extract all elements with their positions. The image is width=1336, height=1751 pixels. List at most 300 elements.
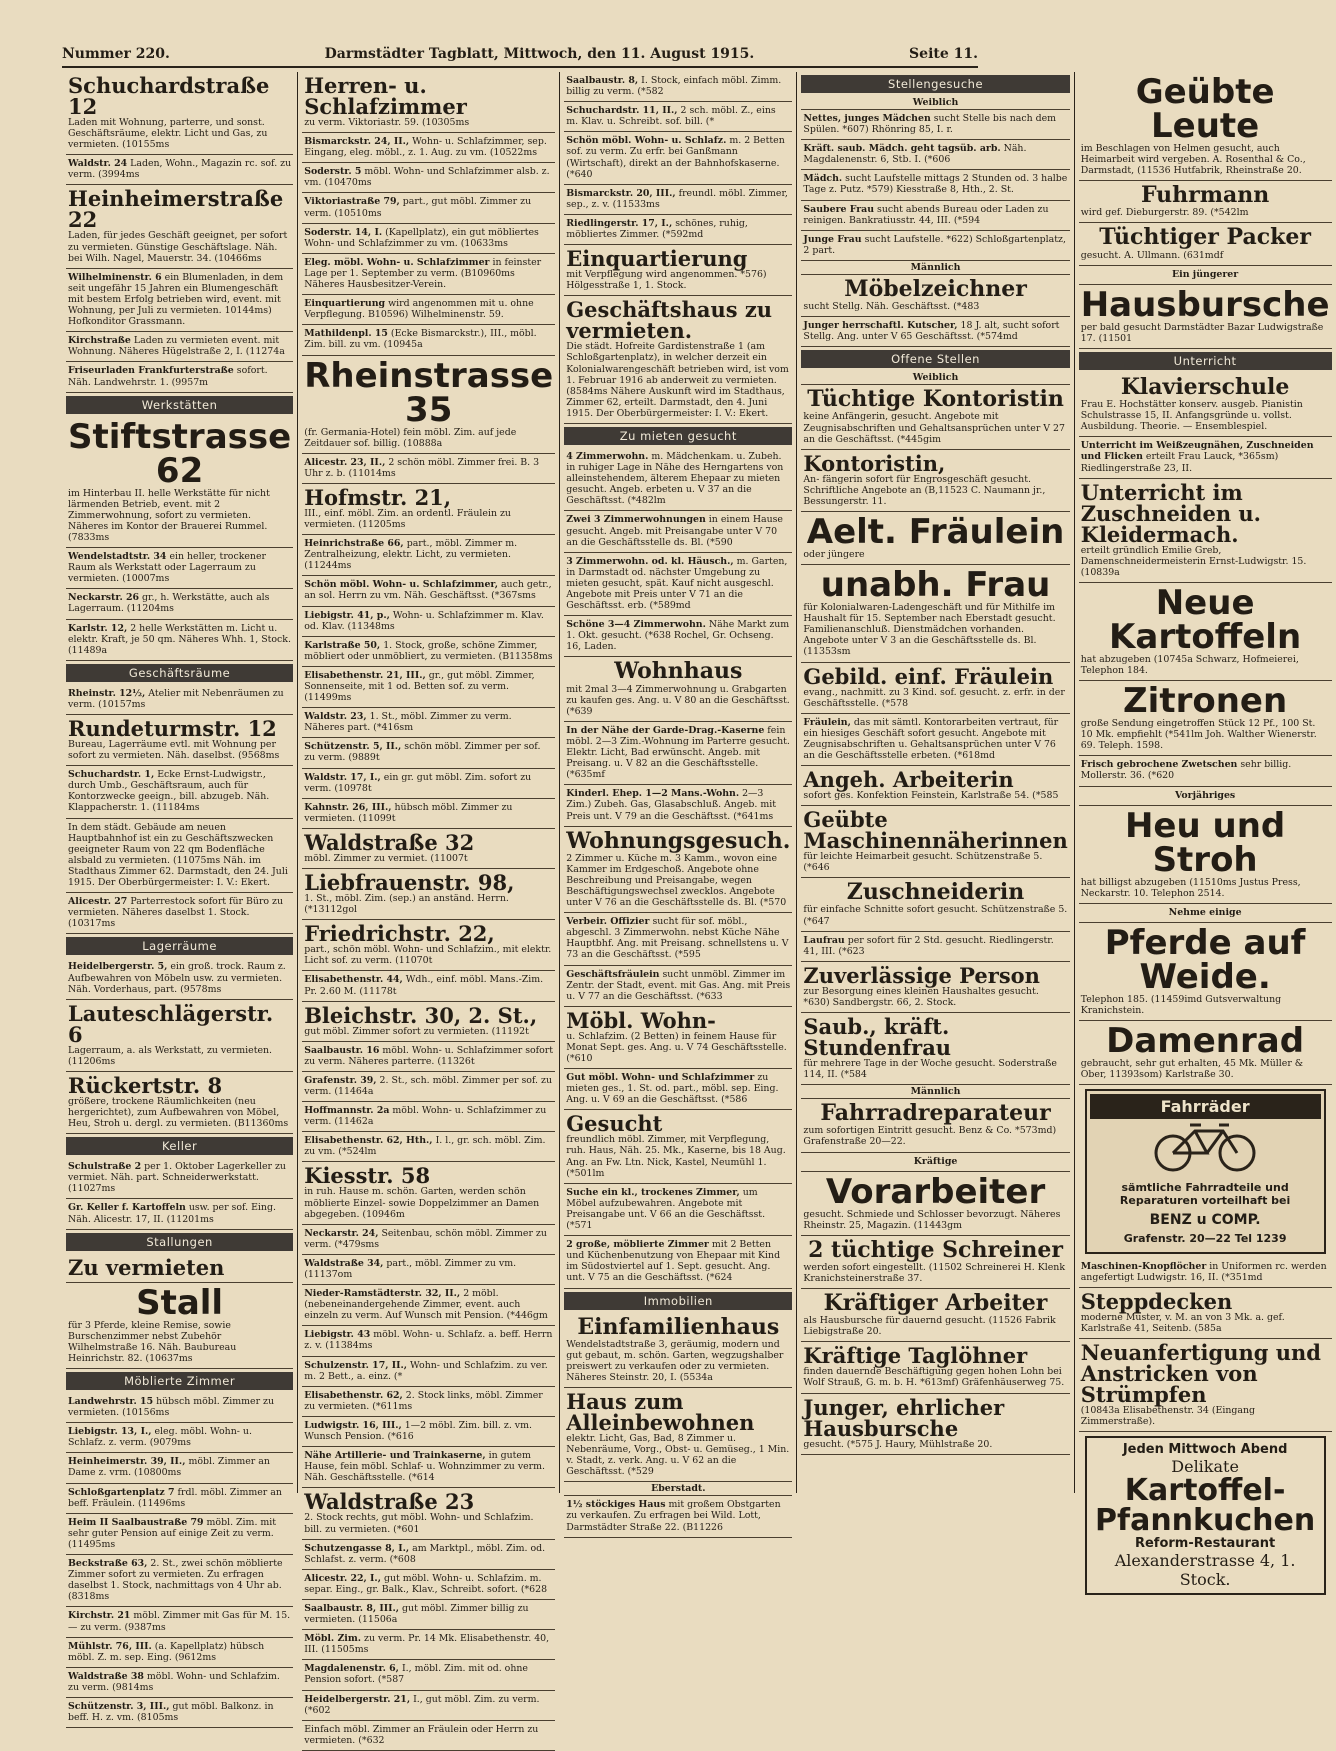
ad-title: Laufrau <box>803 934 845 946</box>
classified-ad <box>66 1698 293 1728</box>
ad-text: Wdh., einf. möbl. Mans.-Zim. Pr. 2.60 M. (11178t <box>304 974 544 997</box>
classified-ad <box>801 1342 1069 1393</box>
classified-ad <box>66 620 293 661</box>
ad-text: gr., gut möbl. Zimmer, Sonnenseite, mit 1 od. Betten sof. zu verm. (11499ms <box>304 669 535 704</box>
ad-title: Stall <box>136 1282 224 1323</box>
classified-ad <box>564 785 792 826</box>
header-rule <box>62 66 978 68</box>
ad-title: Waldstraße 32 <box>304 829 475 855</box>
ad-title: Frisch gebrochene Zwetschen <box>1080 759 1238 771</box>
ad-title: Damenrad <box>1106 1021 1305 1062</box>
ad-text: 2 Zimmer u. Küche m. 3 Kamm., wovon eine Kammer im Erdgeschoß. Angebote ohne Beschreibung und Preisangabe, wegen Beschäftigungswechsel zwecklos. Angebote unter V 76 an die Geschäftsstelle ds. Bl. (*570 <box>566 852 787 909</box>
classified-ad <box>564 245 792 296</box>
section-heading: Immobilien <box>564 1292 792 1310</box>
ad-title: Lauteschlägerstr. 6 <box>68 1000 274 1047</box>
classified-ad <box>564 511 792 552</box>
ad-title: Nähe Artillerie- und Trainkaserne, <box>304 1450 486 1462</box>
ad-text: wird angenommen mit u. ohne Verpflegung. B10596) Wilhelminenstr. 59. <box>304 298 534 321</box>
ad-text: Einfach möbl. Zimmer an Fräulein oder Herrn zu vermieten. (*632 <box>304 1723 539 1746</box>
classified-ad <box>302 1488 555 1539</box>
section-heading: Werkstätten <box>66 396 293 414</box>
ad-title: Heidelbergerstr. 21, <box>304 1693 411 1705</box>
ad-text: u. Schlafzim. (2 Betten) in feinem Hause für Monat Sept. ges. Ang. u. V 74 Geschäftsstelle. (*610 <box>566 1030 787 1064</box>
ad-text: 2. St., sch. möbl. Zimmer per sof. zu verm. (11464a <box>304 1074 552 1097</box>
ad-text: Bureau, Lagerräume evtl. mit Wohnung per sofort zu vermieten. Näh. daselbst. (9568ms <box>68 739 280 762</box>
ad-title: Saalbaustr. 8, <box>566 75 639 86</box>
ad-title: Waldstr. 17, I., <box>304 771 381 783</box>
ad-title: Möbl. Zim. <box>304 1633 362 1645</box>
ad-text: Frau E. Hochstätter konserv. ausgeb. Pianistin Schulstrasse 15, II. Anfangsgründe u. vollst. Ausbildung. Theorie. — Ensemblespiel. <box>1080 399 1303 433</box>
classified-ad <box>302 1417 555 1447</box>
ad-text: gut möbl. Zimmer billig zu vermieten. (11506a <box>304 1602 529 1626</box>
ad-title: Karlstraße 50, <box>304 639 381 651</box>
ad-title: Zwei 3 Zimmerwohnungen <box>566 514 706 526</box>
ad-title: Elisabethenstr. 44, <box>304 974 403 986</box>
column-3 <box>560 72 797 1533</box>
classified-ad <box>564 1007 792 1069</box>
ad-text: in ruh. Hause m. schön. Garten, werden schön möblierte Einzel- sowie Doppelzimmer an Damen abgegeben. (10946m <box>304 1186 540 1220</box>
ad-title: Mädch. <box>803 173 843 185</box>
ad-title: Alicestr. 27 <box>68 896 128 908</box>
ad-title: Zitronen <box>1123 681 1288 722</box>
ad-text: Wendelstadtstraße 3, geräumig, modern und gut gebaut, m. schön. Garten, wegzugshalber preiswert zu verkaufen oder zu vermieten. Näheres Steinstr. 20, I. (5534a <box>566 1338 784 1383</box>
classified-ad <box>1079 583 1332 681</box>
ad-title: 1½ stöckiges Haus <box>566 1499 666 1511</box>
ad-title: Kirchstr. 21 <box>68 1610 131 1622</box>
ad-title: Friedrichstr. 22, <box>304 921 495 947</box>
ad-title: Mühlstr. 76, III. <box>68 1640 152 1652</box>
ad-text: 2 schön möbl. Zimmer frei. B. 3 Uhr z. b. (11014ms <box>304 456 540 479</box>
ad-title: Geübte Leute <box>1135 72 1275 146</box>
ad-text: oder jüngere <box>803 548 865 560</box>
ad-title: Saubere Frau <box>803 203 875 215</box>
ad-title: In der Nähe der Garde-Drag.-Kaserne <box>566 724 765 736</box>
ad-title: Vorjähriges <box>1175 789 1236 801</box>
column-2 <box>298 72 560 1746</box>
classified-ad <box>564 215 792 245</box>
classified-ad <box>564 1184 792 1236</box>
ad-title: Kinderl. Ehep. 1—2 Mans.-Wohn. <box>566 788 740 800</box>
classified-ad <box>302 738 555 768</box>
classified-ad <box>801 1099 1069 1152</box>
ad-text: möbl. Wohn- u. Schlafz. a. beff. Herrn z. v. (11384ms <box>304 1329 553 1352</box>
ad-title: Elisabethenstr. 21, III., <box>304 669 426 681</box>
subsection-heading: Eberstadt. <box>564 1482 792 1496</box>
ad-title: Saalbaustr. 16 <box>304 1044 380 1056</box>
ad-text: mit 2mal 3—4 Zimmerwohnung u. Grabgarten zu kaufen ges. Ang. u. V 80 an die Geschäftsst. (*639 <box>566 683 790 717</box>
ad-title: Grafenstr. 39, <box>304 1074 377 1086</box>
restaurant-ad-name: Reform-Restaurant <box>1134 1536 1276 1552</box>
ad-title: Heim II Saalbaustraße 79 <box>68 1516 204 1528</box>
classified-ad <box>564 1069 792 1110</box>
classified-ad <box>801 140 1069 170</box>
ad-text: als Hausbursche für dauernd gesucht. (11526 Fabrik Liebigstraße 20. <box>803 1315 1056 1338</box>
section-heading: Geschäftsräume <box>66 664 293 682</box>
ad-title: Fräulein, <box>803 716 851 728</box>
classified-ad <box>302 667 555 708</box>
ad-title: Heinheimerstraße 22 <box>68 186 284 233</box>
ad-title: Schützenstr. 5, II., <box>304 741 402 753</box>
classified-ad <box>302 869 555 920</box>
ad-title: Kahnstr. 26, III., <box>304 801 392 813</box>
classified-ad <box>66 1423 293 1453</box>
ad-title: Junger herrschaftl. Kutscher, <box>803 320 958 332</box>
classified-ad <box>302 708 555 738</box>
ad-title: Riedlingerstr. 17, I., <box>566 217 673 229</box>
ad-text: Laden, Wohn., Magazin rc. sof. zu verm. (3994ms <box>68 158 292 181</box>
ad-title: Wohnhaus <box>614 658 743 685</box>
ad-title: Unterricht im Weißzeugnähen, Zuschneiden und Flicken <box>1080 440 1314 463</box>
ad-title: Alicestr. 23, II., <box>304 456 386 468</box>
classified-ad <box>302 769 555 799</box>
section-heading: Stellengesuche <box>801 75 1069 93</box>
ad-title: Einquartierung <box>566 246 748 272</box>
classified-ad <box>801 512 1069 565</box>
section-heading: Offene Stellen <box>801 350 1069 368</box>
ad-title: Zu vermieten <box>68 1254 225 1280</box>
restaurant-ad-mid: Delikate <box>1171 1457 1239 1477</box>
ad-title: Kräftiger Arbeiter <box>823 1290 1048 1317</box>
ad-title: Schulstraße 2 <box>68 1161 142 1173</box>
ad-text: part., schön möbl. Wohn- und Schlafzim., mit elektr. Licht sof. zu verm. (11070t <box>304 944 552 967</box>
ad-text: in gutem Hause, fein möbl. Schlaf- u. Wohnzimmer zu verm. Näh. Geschäftsstelle. (*614 <box>304 1450 546 1484</box>
classified-ad <box>302 1691 555 1721</box>
ad-text: finden dauernde Beschäftigung gegen hohen Lohn bei Wolf Strauß, G. m. b. H. *613mf) Gräfenhäuserweg 75. <box>803 1366 1065 1389</box>
ad-title: Gut möbl. Wohn- und Schlafzimmer <box>566 1072 755 1084</box>
section-heading: Möblierte Zimmer <box>66 1372 293 1390</box>
ad-title: Zuschneiderin <box>846 879 1025 906</box>
masthead: Darmstädter Tagblatt, Mittwoch, den 11. August 1915. <box>324 46 755 62</box>
ad-text: gr., h. Werkstätte, auch als Lagerraum. (11204ms <box>68 592 270 615</box>
ad-text: per 1. Oktober Lagerkeller zu vermiet. Näh. part. Schneiderwerkstatt. (11027ms <box>68 1161 286 1195</box>
restaurant-ad-address: Alexanderstrasse 4, 1. Stock. <box>1114 1551 1296 1590</box>
classified-ad <box>564 657 792 721</box>
ad-text: gut möbl. Wohn- u. Schlafzim. m. separ. Eing., gr. Balk., Klav., Schreibt. sofort. (*628 <box>304 1572 548 1595</box>
bicycle-icon <box>1090 1119 1321 1177</box>
ad-text: Wohn- u. Schlafzimmer m. Klav. od. Klav. (11348ms <box>304 609 544 632</box>
subsection-heading: Weiblich <box>801 96 1069 110</box>
section-heading: Unterricht <box>1079 352 1332 370</box>
classified-ad <box>801 962 1069 1013</box>
ad-title: Kontoristin, <box>803 450 946 476</box>
ad-text: für einfache Schnitte sofort gesucht. Schützenstraße 5. (*647 <box>803 904 1068 927</box>
section-heading: Keller <box>66 1137 293 1155</box>
ad-text: möbl. Zimmer mit Gas für M. 15.— zu verm. (9387ms <box>68 1610 291 1633</box>
ad-text: sucht unmöbl. Zimmer im Zentr. der Stadt, event. mit Gas. Ang. mit Preis u. V 77 an die Geschäftsst. (*633 <box>566 968 791 1002</box>
ad-text: 1. St., möbl. Zim. (sep.) an anständ. Herrn. (*13112gol <box>304 893 509 916</box>
ad-text: 2 helle Werkstätten m. Licht u. elektr. Kraft, je 50 qm. Näheres Whh. 1, Stock. (11489a <box>68 622 291 656</box>
ad-text: sucht Laufstelle. *622) Schloßgartenplatz, 2 part. <box>803 233 1066 256</box>
ad-title: Alicestr. 22, I., <box>304 1572 381 1584</box>
classified-ad <box>66 715 293 766</box>
ad-text: hübsch möbl. Zimmer zu vermieten. (11099t <box>304 801 513 824</box>
classified-ad <box>801 1153 1069 1172</box>
ad-title: 3 Zimmerwohn. od. kl. Häusch., <box>566 555 734 567</box>
classified-ad <box>66 1668 293 1698</box>
ad-text: 2—3 Zim.) Zubeh. Gas, Glasabschluß. Angeb. mit Preis unt. V 79 an die Geschäftsst. (*641ms <box>566 788 777 822</box>
classified-ad <box>66 766 293 818</box>
classified-ad <box>302 1102 555 1132</box>
ad-title: Zuverlässige Person <box>803 962 1040 988</box>
ad-title: Stiftstrasse 62 <box>68 416 292 491</box>
ad-text: Wohn- und Schlafzim. zu ver. m. 2 Bett., a. einz. (* <box>304 1359 548 1382</box>
ad-text: Laden mit Wohnung, parterre, und sonst. Geschäftsräume, elektr. Licht und Gas, zu vermieten. (10155ms <box>68 117 268 151</box>
classified-ad <box>801 317 1069 347</box>
section-heading: Stallungen <box>66 1233 293 1251</box>
ad-text: im Beschlagen von Helmen gesucht, auch Heimarbeit wird vergeben. A. Rosenthal & Co., Darmstadt, (11536 Hutfabrik, Rheinstraße 20. <box>1080 143 1306 177</box>
ad-text: elektr. Licht, Gas, Bad, 8 Zimmer u. Nebenräume, Vorg., Obst- u. Gemüseg., 1 Min. v. Stadt, z. verk. Ang. u. V 62 an die Geschäftsst. (*529 <box>566 1432 790 1478</box>
classified-ad <box>1079 756 1332 786</box>
classified-ad <box>66 185 293 268</box>
ad-text: Ecke Ernst-Ludwigstr., durch Umb., Geschäftsraum, auch für Kontorzwecke geeign., bill. abzugeb. Näh. Klappacherstr. 1. (11184ms <box>68 769 270 814</box>
ad-title: Kräft. saub. Mädch. geht tagsüb. arb. <box>803 143 1001 155</box>
classified-ad <box>801 1394 1069 1455</box>
ad-text: schönes, ruhig, möbliertes Zimmer. (*592md <box>566 217 748 241</box>
ad-title: Wendelstadtstr. 34 <box>68 551 167 563</box>
ad-text: 1—2 möbl. Zim. bill. z. vm. Wunsch Pension. (*616 <box>304 1419 532 1443</box>
ad-text: möbl. Wohn- und Schlafzim. zu verm. (9814ms <box>68 1670 280 1693</box>
classified-ad <box>302 193 555 223</box>
ad-title: Schuchardstraße 12 <box>68 73 270 119</box>
classified-ad <box>66 1072 293 1134</box>
ad-title: Klavierschule <box>1120 373 1290 400</box>
ad-title: Geschäftsfräulein <box>566 968 660 980</box>
classified-ad <box>302 1721 555 1751</box>
ad-title: Schöne 3—4 Zimmerwohn. <box>566 619 706 631</box>
ad-title: Verbeir. Offizier <box>566 916 650 928</box>
classified-ad <box>1079 223 1332 265</box>
bicycle-ad-title: Fahrräder <box>1090 1094 1321 1119</box>
classified-ad <box>302 576 555 606</box>
ad-text: möbl. Wohn- und Schlafzimmer alsb. z. vm. (10470ms <box>304 166 550 189</box>
ad-text: gut möbl. Zimmer sofort zu vermieten. (11192t <box>304 1025 529 1037</box>
ad-text: hat billigst abzugeben (11510ms Justus Press, Neckarstr. 10. Telephon 2514. <box>1080 876 1301 899</box>
ad-title: Fuhrmann <box>1140 182 1270 209</box>
ad-title: Gr. Keller f. Kartoffeln <box>68 1202 186 1214</box>
ad-title: Einquartierung <box>304 298 386 310</box>
ad-text: freundl. möbl. Zimmer, sep., z. v. (11533ms <box>566 187 788 210</box>
ad-text: Lagerraum, a. als Werkstatt, zu vermieten. (11206ms <box>68 1044 273 1067</box>
ad-title: Eleg. möbl. Wohn- u. Schlafzimmer <box>304 256 490 268</box>
classified-ad <box>1079 181 1332 223</box>
ad-title: Waldstraße 23 <box>304 1489 475 1515</box>
classified-ad <box>564 296 792 424</box>
classified-ad <box>302 1600 555 1630</box>
ad-text: mit großem Obstgarten zu verkaufen. Zu erfragen bei Wild. Lott, Darmstädter Straße 22. (B11226 <box>566 1499 781 1533</box>
ad-title: Hofmstr. 21, <box>304 484 452 510</box>
ad-text: 2 möbl. (nebeneinandergehende Zimmer, event. auch einzeln zu verm. Auf Wunsch mit Pension. (*446gm <box>304 1288 548 1322</box>
ad-text: um Möbel aufzubewahren. Angebote mit Preisangabe unt. V 66 an die Geschäftsst. (*571 <box>566 1186 766 1232</box>
ad-text: I., möbl. Zim. mit od. ohne Pension sofort. (*587 <box>304 1663 528 1686</box>
classified-ad <box>564 553 792 616</box>
ad-text: ein Blumenladen, in dem seit ungefähr 15 Jahren ein Blumengeschäft mit bestem Erfolg betrieben wird, event. mit Wohnung, per Juli zu vermieten. 10144ms) Hofkonditor Grassmann. <box>68 271 284 328</box>
ad-title: Heidelbergerstr. 5, <box>68 961 168 973</box>
ad-text: (10843a Elisabethenstr. 34 (Eingang Zimmerstraße). <box>1080 1405 1255 1428</box>
ad-text: ein groß. trock. Raum z. Aufbewahren von Möbeln usw. zu vermieten. Näh. Vorderhaus, part. (9578ms <box>68 961 286 995</box>
ad-text: wird gef. Dieburgerstr. 89. (*542lm <box>1080 207 1249 219</box>
ad-title: Unterricht im Zuschneiden u. Kleidermach. <box>1080 479 1261 547</box>
ad-title: Saalbaustr. 8, III., <box>304 1602 400 1614</box>
ad-text: sucht für sof. möbl., abgeschl. 3 Zimmerwohn. nebst Küche Nähe Hauptbhf. Ang. mit Preisang. schnellstens u. V 73 an die Geschäftsst. (*595 <box>566 916 789 961</box>
ad-title: Soderstr. 14, I. <box>304 226 383 238</box>
bicycle-ad-company: BENZ u COMP. <box>1149 1211 1261 1228</box>
ad-title: Waldstr. 23, <box>304 711 367 723</box>
ad-text: Atelier mit Nebenräumen zu verm. (10157ms <box>68 687 284 710</box>
ad-title: Liebigstr. 41, p., <box>304 609 390 621</box>
classified-ad <box>66 1254 293 1283</box>
ad-title: Vorarbeiter <box>825 1171 1046 1212</box>
ad-title: Karlstr. 12, <box>68 622 128 634</box>
ad-title: Neckarstr. 24, <box>304 1227 379 1239</box>
ad-columns <box>62 72 1330 1746</box>
classified-ad <box>66 1199 293 1229</box>
column-4 <box>797 72 1074 1493</box>
ad-title: Schön möbl. Wohn- u. Schlafz. <box>566 135 727 147</box>
section-heading: Zu mieten gesucht <box>564 427 792 445</box>
classified-ad <box>564 1236 792 1288</box>
ad-title: 2 tüchtige Schreiner <box>808 1236 1063 1263</box>
ad-title: Geschäftshaus zu vermieten. <box>566 297 773 344</box>
classified-ad <box>66 155 293 185</box>
ad-text: 2. Stock rechts, gut möbl. Wohn- und Schlafzim. bill. zu vermieten. (*601 <box>304 1512 534 1535</box>
ad-text: zur Besorgung eines kleinen Haushaltes gesucht. *630) Sandbergstr. 66, 2. Stock. <box>803 985 1039 1008</box>
ad-text: (Ecke Bismarckstr.), III., möbl. Zim. bill. zu vm. (10945a <box>304 328 537 351</box>
ad-title: Kräftige Taglöhner <box>803 1343 1028 1369</box>
ad-title: Schuchardstr. 11, II., <box>566 105 678 117</box>
classified-ad <box>1079 266 1332 285</box>
ad-text: Wohn- u. Schlafzimmer, sep. Eingang, eleg. möbl., z. 1. Aug. zu vm. (10522ms <box>304 136 547 159</box>
classified-ad <box>302 637 555 667</box>
classified-ad <box>1079 72 1332 181</box>
ad-title: Haus zum Alleinbewohnen <box>566 1388 755 1435</box>
classified-ad <box>66 269 293 332</box>
ad-text: Näh. Magdalenenstr. 6, Stb. I. (*606 <box>803 143 1027 166</box>
ad-title: Waldstraße 38 <box>68 1670 144 1682</box>
ad-text: frdl. möbl. Zimmer an beff. Fräulein. (11496ms <box>68 1486 282 1509</box>
ad-text: I., gut möbl. Zim. zu verm. (*602 <box>304 1693 540 1716</box>
classified-ad <box>66 1638 293 1668</box>
ad-title: Bleichstr. 30, 2. St., <box>304 1002 538 1028</box>
classified-ad <box>302 356 555 454</box>
classified-ad <box>564 132 792 184</box>
classified-ad <box>801 878 1069 931</box>
ad-title: Kräftige <box>913 1155 958 1167</box>
ad-text: in Uniformen rc. werden angefertigt Ludwigstr. 16, II. (*351md <box>1080 1260 1327 1283</box>
ad-title: 2 große, möblierte Zimmer <box>566 1239 709 1251</box>
classified-ad <box>66 548 293 589</box>
classified-ad <box>1079 1288 1332 1339</box>
ad-text: Parterrestock sofort für Büro zu vermieten. Näheres daselbst 1. Stock. (10317ms <box>68 896 284 930</box>
classified-ad <box>302 1387 555 1417</box>
classified-ad <box>302 1132 555 1162</box>
classified-ad <box>66 1000 293 1072</box>
classified-ad <box>1079 787 1332 806</box>
ad-text: gesucht. (*575 J. Haury, Mühlstraße 20. <box>803 1438 993 1450</box>
ad-title: Nettes, junges Mädchen <box>803 113 931 124</box>
classified-ad <box>302 829 555 869</box>
classified-ad <box>801 565 1069 662</box>
classified-ad <box>302 325 555 355</box>
ad-text: für Kolonialwaren-Ladengeschäft und für Mithilfe im Haushalt für 15. September nach Eberstadt gesucht. Familienanschluß. Dienstmädchen vorhanden. Angebote unter V 3 an die Geschäftsstelle ds. Bl. (11353sm <box>803 602 1056 658</box>
ad-text: III., einf. möbl. Zim. an ordentl. Fräulein zu vermieten. (11205ms <box>304 507 511 530</box>
classified-ad <box>564 72 792 102</box>
ad-text: 1. Stock, große, schöne Zimmer, möbliert oder unmöbliert, zu vermieten. (B11358ms <box>304 639 553 662</box>
ad-text: (fr. Germania-Hotel) fein möbl. Zim. auf jede Zeitdauer sof. billig. (10888a <box>304 426 517 449</box>
ad-text: große Sendung eingetroffen Stück 12 Pf., 100 St. 10 Mk. empfiehlt (*541lm Joh. Walther Wienerstr. 69. Teleph. 1598. <box>1080 718 1317 752</box>
ad-title: Liebigstr. 43 <box>304 1329 371 1341</box>
ad-text: (a. Kapellplatz) hübsch möbl. Z. m. sep. Eing. (9612ms <box>68 1640 265 1663</box>
ad-title: Rückertstr. 8 <box>68 1072 223 1098</box>
ad-title: Wilhelminenstr. 6 <box>68 271 162 283</box>
classified-ad <box>302 1002 555 1042</box>
ad-text: sucht Stellg. Näh. Geschäftsst. (*483 <box>803 301 980 313</box>
ad-text: sofort. Näh. Landwehrstr. 1. (9957m <box>68 365 268 388</box>
classified-ad <box>302 1162 555 1224</box>
ad-text: Telephon 185. (11459imd Gutsverwaltung Kranichstein. <box>1080 993 1282 1016</box>
ad-title: Waldstraße 34, <box>304 1257 384 1269</box>
ad-text: 2. St., zwei schön möblierte Zimmer sofort zu vermieten. Zu erfragen daselbst 1. Stock, nachmittags von 4 Uhr ab. (8318ms <box>68 1558 283 1603</box>
ad-text: am Marktpl., möbl. Zim. od. Schlafst. z. verm. (*608 <box>304 1542 546 1565</box>
ad-title: Saub., kräft. Stundenfrau <box>803 1014 952 1061</box>
ad-title: Junger, ehrlicher Hausbursche <box>803 1394 1005 1441</box>
ad-text: sucht Stelle bis nach dem Spülen. *607) Rhönring 85, I. r. <box>803 113 1057 136</box>
restaurant-ad-dish: Kartoffel-Pfannkuchen <box>1095 1473 1316 1539</box>
classified-ad <box>1079 923 1332 1021</box>
ad-title: Schutzengasse 8, I., <box>304 1542 410 1554</box>
restaurant-ad-top: Jeden Mittwoch Abend <box>1122 1442 1288 1458</box>
ad-text: erteilt gründlich Emilie Greb, Damenschneidermeisterin Ernst-Ludwigstr. 15. (10839a <box>1080 544 1307 578</box>
classified-ad <box>564 966 792 1007</box>
ad-title: Mathildenpl. 15 <box>304 328 388 340</box>
ad-title: Ein jüngerer <box>1172 268 1239 280</box>
classified-ad <box>66 958 293 999</box>
classified-ad <box>564 1496 792 1537</box>
ad-text: ein heller, trockener Raum als Werkstatt oder Lagerraum zu vermieten. (10007ms <box>68 551 266 585</box>
classified-ad <box>302 133 555 163</box>
classified-ad <box>801 714 1069 766</box>
ad-text: größere, trockene Räumlichkeiten (neu hergerichtet), zum Aufbewahren von Möbel, Heu, Stroh u. dergl. zu vermieten. (B11360ms <box>68 1095 289 1130</box>
ad-title: Heinheimerstr. 39, II., <box>68 1456 186 1468</box>
ad-text: gut möbl. Balkonz. in beff. H. z. vm. (8105ms <box>68 1700 274 1724</box>
classified-ad <box>66 685 293 715</box>
classified-ad <box>801 450 1069 512</box>
ad-title: Gesucht <box>566 1111 663 1137</box>
classified-ad <box>1079 904 1332 923</box>
ad-text: Laden, für jedes Geschäft geeignet, per sofort zu vermieten. Günstige Geschäftslage. Näh. bei Wilh. Nagel, Mauerstr. 34. (10466ms <box>68 230 288 264</box>
classified-ad <box>1079 437 1332 478</box>
ad-text: sucht Laufstelle mittags 2 Stunden od. 3 halbe Tage z. Putz. *579) Kiesstraße 8, Hth., 2. St. <box>803 173 1068 196</box>
classified-ad <box>1079 373 1332 437</box>
ad-text: m. Garten, in Darmstadt od. nächster Umgebung zu mieten gesucht, spät. Kauf nicht ausgeschl. Angebote mit Preis unter V 71 an die Geschäftsst. erb. (*589md <box>566 555 788 612</box>
classified-ad <box>801 1236 1069 1289</box>
ad-text: 18 J. alt, sucht sofort Stellg. Ang. unter V 65 Geschäftsst. (*574md <box>803 320 1060 343</box>
classified-ad <box>66 1393 293 1423</box>
ad-title: Neue Kartoffeln <box>1109 582 1302 657</box>
ad-text: möbl. Wohn- u. Schlafzimmer zu verm. (11462a <box>304 1105 547 1128</box>
classified-ad <box>302 1072 555 1102</box>
ad-text: das mit sämtl. Kontorarbeiten vertraut, für ein hiesiges Geschäft sofort gesucht. Angebote mit Zeugnisabschriften u. Gehaltsansprüchen unter V 76 an die Geschäftsstelle erbeten. (*618md <box>803 716 1059 761</box>
classified-ad <box>564 185 792 215</box>
ad-text: für leichte Heimarbeit gesucht. Schützenstraße 5. (*646 <box>803 851 1043 874</box>
classified-ad <box>302 971 555 1001</box>
ad-text: usw. per sof. Eing. Näh. Alicestr. 17, II. (11201ms <box>68 1202 276 1225</box>
classified-ad <box>1079 1021 1332 1085</box>
ad-text: zu verm. Viktoriastr. 59. (10305ms <box>304 117 470 128</box>
classified-ad <box>1079 806 1332 904</box>
ad-text: auch getr., an sol. Herrn zu vm. Näh. Geschäftsst. (*367sms <box>304 579 552 602</box>
ad-text: möbl. Zimmer zu vermiet. (11007t <box>304 852 468 864</box>
ad-text: zu mieten ges., 1. St. od. part., möbl. sep. Eing. Ang. u. V 69 an die Geschäftsst. (*586 <box>566 1072 779 1106</box>
